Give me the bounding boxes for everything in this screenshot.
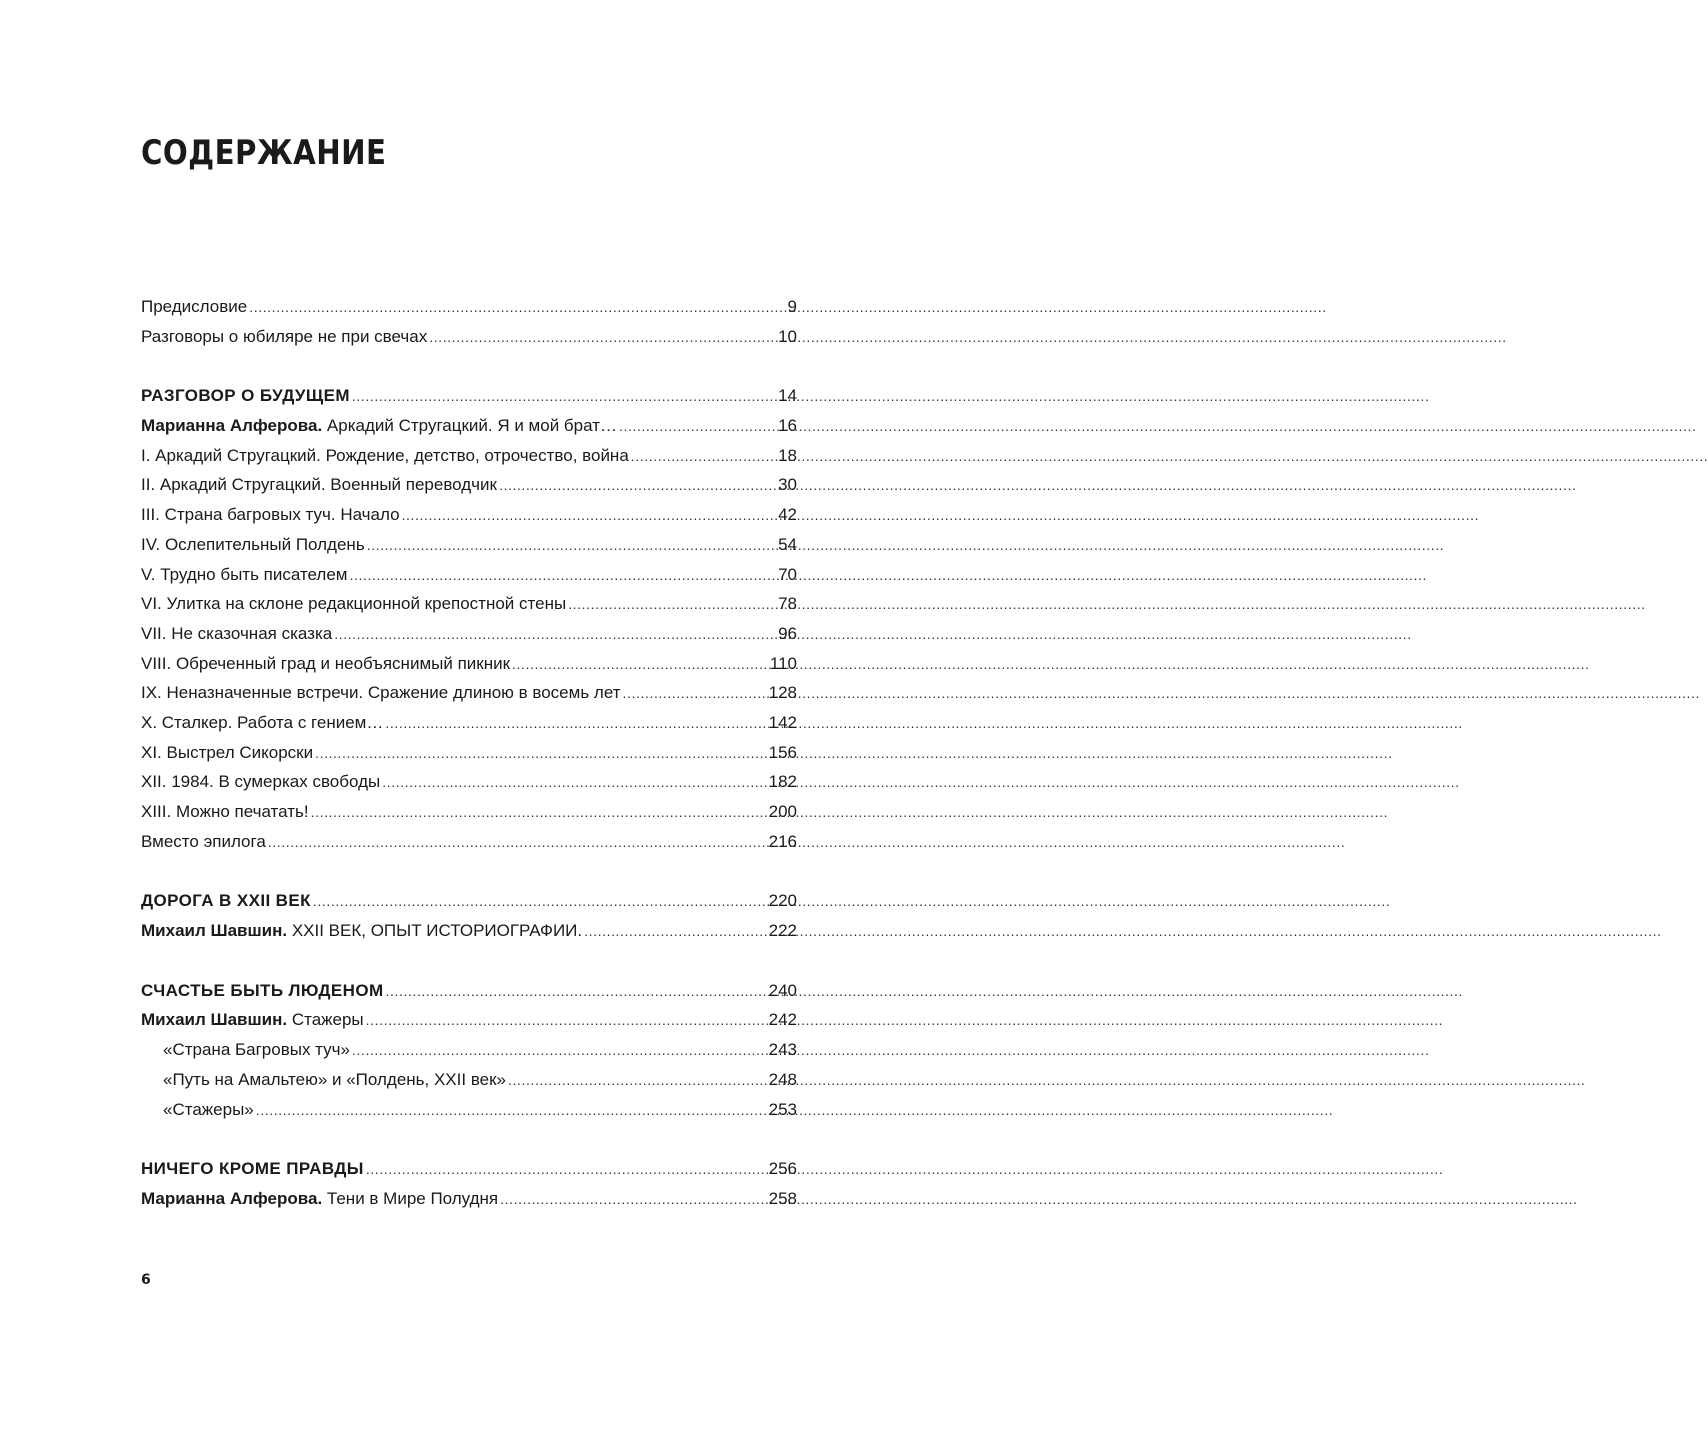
- toc-dot-leader: [313, 886, 767, 917]
- toc-dot-leader: [619, 411, 773, 442]
- toc-entry-title-wrap: [141, 1005, 364, 1035]
- toc-entry-title: РАЗГОВОР О БУДУЩЕМ: [141, 386, 350, 406]
- toc-entry-title-wrap: [163, 1035, 350, 1065]
- table-of-contents: [141, 292, 797, 1244]
- toc-entry-title-wrap: [141, 1154, 364, 1184]
- toc-entry-title: IV. Ослепительный Полдень: [141, 534, 365, 554]
- toc-dot-leader: [315, 738, 767, 769]
- toc-entry-title-wrap: [141, 916, 582, 946]
- toc-entry-page: 240: [768, 980, 797, 1000]
- toc-entry-title-wrap: [141, 827, 266, 857]
- toc-entry-title: VII. Не сказочная сказка: [141, 623, 333, 643]
- toc-entry: [141, 500, 797, 530]
- page-number: 6: [141, 1272, 151, 1288]
- toc-entry-title-wrap: [141, 322, 427, 352]
- toc-entry-title: XIII. Можно печатать!: [141, 802, 309, 821]
- toc-entry-title-wrap: [141, 708, 383, 738]
- toc-entry-title-wrap: [141, 619, 332, 649]
- toc-entry: [141, 441, 797, 471]
- toc-entry-page: 242: [768, 1010, 797, 1030]
- toc-dot-leader: [631, 441, 773, 472]
- toc-dot-leader: [367, 530, 773, 561]
- page-title: СОДЕРЖАНИЕ: [141, 133, 387, 173]
- toc-dot-leader: [268, 827, 767, 858]
- toc-entry-title: Разговоры о юбиляре не при свечах: [141, 326, 428, 346]
- toc-entry-title: IX. Неназначенные встречи. Сражение длиною в восемь лет: [141, 683, 621, 703]
- toc-entry-title: НИЧЕГО КРОМЕ ПРАВДЫ: [141, 1159, 364, 1179]
- toc-entry-page: 182: [768, 772, 797, 792]
- toc-group: [141, 1154, 797, 1213]
- toc-entry-title: Тени в Мире Полудня: [326, 1188, 499, 1208]
- toc-entry-title-wrap: [141, 441, 629, 471]
- toc-entry-title-wrap: [141, 649, 510, 679]
- toc-entry-title: «Стажеры»: [163, 1099, 254, 1119]
- toc-entry: [141, 767, 797, 797]
- toc-dot-leader: [508, 1065, 767, 1096]
- toc-entry-title: V. Трудно быть писателем: [141, 564, 348, 584]
- toc-dot-leader: [352, 381, 773, 412]
- toc-entry-page: 156: [768, 742, 797, 762]
- toc-entry-title-wrap: [141, 292, 247, 322]
- toc-entry: [141, 411, 797, 441]
- toc-entry: [141, 589, 797, 619]
- toc-entry-title: I. Аркадий Стругацкий. Рождение, детство, отрочество, война: [141, 445, 629, 465]
- toc-entry: [141, 916, 797, 946]
- toc-dot-leader: [311, 797, 767, 828]
- toc-dot-leader: [386, 976, 767, 1007]
- toc-entry: [141, 292, 797, 322]
- toc-dot-leader: [499, 470, 773, 501]
- toc-entry-page: 96: [778, 623, 797, 643]
- toc-entry-title-wrap: [141, 470, 497, 500]
- toc-entry-title-wrap: [141, 381, 350, 411]
- toc-entry: [141, 827, 797, 857]
- toc-entry-author: Михаил Шавшин.: [141, 921, 288, 941]
- toc-dot-leader: [366, 1154, 767, 1185]
- toc-group: [141, 976, 797, 1124]
- toc-entry: [141, 560, 797, 590]
- toc-entry-title-wrap: [141, 886, 311, 916]
- toc-entry-title-wrap: [141, 738, 313, 768]
- toc-entry-title: Аркадий Стругацкий. Я и мой брат…: [326, 416, 617, 436]
- toc-entry-title: Вместо эпилога: [141, 831, 266, 851]
- toc-entry-title-wrap: [141, 797, 309, 827]
- toc-dot-leader: [500, 1184, 766, 1215]
- toc-entry-title-wrap: [141, 1184, 498, 1214]
- toc-dot-leader: [350, 560, 774, 591]
- toc-entry: [141, 678, 797, 708]
- toc-dot-leader: [623, 678, 767, 709]
- toc-entry: [141, 1184, 797, 1214]
- toc-entry-title: «Страна Багровых туч»: [163, 1040, 350, 1060]
- toc-entry-page: 128: [768, 683, 797, 703]
- toc-entry-title-wrap: [141, 411, 617, 441]
- toc-entry-title: XII. 1984. В сумерках свободы: [141, 772, 381, 792]
- toc-entry-title: VIII. Обреченный град и необъяснимый пикник: [141, 653, 511, 673]
- toc-entry-title: «Путь на Амальтею» и «Полдень, XXII век»: [163, 1069, 507, 1089]
- toc-entry-title: III. Страна багровых туч. Начало: [141, 505, 400, 525]
- toc-dot-leader: [568, 589, 773, 620]
- toc-entry-author: Марианна Алферова.: [141, 1188, 323, 1208]
- toc-entry-title-wrap: [141, 589, 566, 619]
- toc-section-heading: [141, 976, 797, 1006]
- toc-group: [141, 292, 797, 351]
- toc-entry: [141, 619, 797, 649]
- toc-entry-title-wrap: [163, 1065, 506, 1095]
- toc-entry-title: XI. Выстрел Сикорски: [141, 742, 314, 762]
- toc-entry-title: II. Аркадий Стругацкий. Военный переводчик: [141, 475, 497, 495]
- toc-entry-title-wrap: [141, 560, 348, 590]
- toc-entry-title: Предисловие: [141, 297, 248, 316]
- toc-entry: [141, 797, 797, 827]
- toc-entry-page: 220: [768, 891, 797, 911]
- toc-entry-page: 14: [778, 386, 797, 406]
- toc-entry-page: 248: [768, 1069, 797, 1089]
- toc-entry-page: 42: [778, 505, 797, 525]
- toc-entry-title: СЧАСТЬЕ БЫТЬ ЛЮДЕНОМ: [141, 980, 384, 1000]
- toc-dot-leader: [334, 619, 773, 650]
- toc-entry-page: 9: [787, 297, 797, 316]
- toc-entry: [141, 708, 797, 738]
- toc-entry-title: Стажеры: [291, 1010, 364, 1030]
- toc-dot-leader: [366, 1005, 767, 1036]
- toc-dot-leader: [256, 1095, 767, 1126]
- toc-entry-title-wrap: [141, 500, 400, 530]
- toc-entry-page: 18: [778, 445, 797, 465]
- toc-entry-page: 10: [778, 326, 797, 346]
- toc-entry-page: 70: [778, 564, 797, 584]
- toc-dot-leader: [429, 322, 773, 353]
- toc-section-heading: [141, 1154, 797, 1184]
- toc-entry: [141, 1005, 797, 1035]
- toc-dot-leader: [249, 292, 773, 323]
- toc-entry-author: Марианна Алферова.: [141, 416, 323, 436]
- toc-entry-title-wrap: [141, 530, 365, 560]
- toc-entry-page: 243: [768, 1040, 797, 1060]
- toc-entry-page: 16: [778, 416, 797, 436]
- toc-entry-title: VI. Улитка на склоне редакционной крепостной стены: [141, 594, 567, 614]
- toc-entry: [141, 1095, 797, 1125]
- toc-entry-page: 258: [768, 1188, 797, 1208]
- toc-dot-leader: [385, 708, 766, 739]
- toc-entry: [141, 322, 797, 352]
- toc-entry-title: XXII ВЕК, ОПЫТ ИСТОРИОГРАФИИ.: [291, 921, 583, 941]
- toc-dot-leader: [512, 649, 768, 680]
- toc-entry: [141, 1035, 797, 1065]
- toc-entry-page: 142: [768, 712, 797, 732]
- toc-entry-title-wrap: [141, 678, 621, 708]
- toc-entry: [141, 649, 797, 679]
- toc-entry-page: 78: [778, 594, 797, 614]
- toc-entry: [141, 738, 797, 768]
- toc-entry-title-wrap: [163, 1095, 254, 1125]
- toc-entry-page: 54: [778, 534, 797, 554]
- toc-entry: [141, 1065, 797, 1095]
- toc-entry-page: 256: [768, 1159, 797, 1179]
- toc-entry: [141, 470, 797, 500]
- toc-entry-page: 200: [768, 802, 797, 821]
- toc-entry: [141, 530, 797, 560]
- toc-entry-author: Михаил Шавшин.: [141, 1010, 288, 1030]
- toc-entry-page: 30: [778, 475, 797, 495]
- toc-entry-title: ДОРОГА В XXII ВЕК: [141, 891, 311, 911]
- toc-dot-leader: [402, 500, 773, 531]
- toc-entry-page: 216: [768, 831, 797, 851]
- toc-group: [141, 381, 797, 856]
- toc-entry-page: 253: [768, 1099, 797, 1119]
- toc-dot-leader: [382, 767, 766, 798]
- toc-section-heading: [141, 381, 797, 411]
- toc-dot-leader: [352, 1035, 767, 1066]
- toc-dot-leader: [584, 916, 767, 947]
- toc-entry-page: 222: [768, 921, 797, 941]
- toc-entry-page: 110: [769, 653, 797, 673]
- toc-entry-title: X. Сталкер. Работа с гением…: [141, 712, 384, 732]
- toc-section-heading: [141, 886, 797, 916]
- toc-group: [141, 886, 797, 945]
- toc-entry-title-wrap: [141, 976, 384, 1006]
- toc-entry-title-wrap: [141, 767, 380, 797]
